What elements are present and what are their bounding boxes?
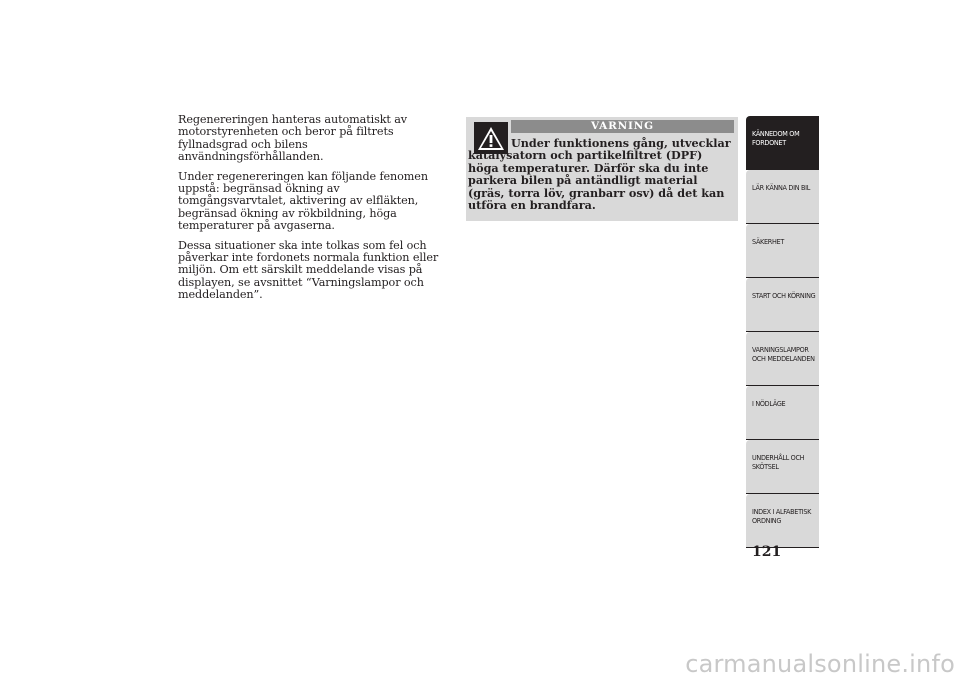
tab-label: SÄKERHET [752,237,784,246]
tab-start-och-korning[interactable] [746,278,819,331]
tab-index[interactable] [746,494,819,547]
tab-label: VARNINGSLAMPOR OCH MEDDELANDEN [752,345,815,363]
warning-box [466,117,738,221]
body-text-column [178,114,446,309]
tab-label: UNDERHÅLL OCH SKÖTSEL [752,453,805,471]
tab-underhall-och-skotsel[interactable] [746,440,819,493]
warning-text [468,137,734,211]
tab-label: INDEX I ALFABETISK ORDNING [752,507,812,525]
tab-varningslampor[interactable] [746,332,819,385]
tab-label: START OCH KÖRNING [752,291,816,300]
warning-text-body: Under funktionens gång, utvecklar katalysatorn och partikelfiltret (DPF) höga temperaturer. Därför ska du inte parkera bilen på antändligt material (gräs, torra löv, granbarr osv) då det kan utföra en brandfara. [468,136,731,213]
chapter-tabs [746,116,819,548]
tab-label: LÄR KÄNNA DIN BIL [752,183,811,192]
tab-label: KÄNNEDOM OM FORDONET [752,129,800,147]
warning-title: VARNING [591,120,654,132]
paragraph-interpretation: Dessa situationer ska inte tolkas som fel och påverkar inte fordonets normala funktion eller miljön. Om ett särskilt meddelande visas på displayen, se avsnittet “Varningslampor och meddelanden”. [178,238,439,302]
tab-kannedom-om-fordonet[interactable] [746,116,819,169]
tab-label: I NÖDLÄGE [752,399,786,408]
paragraph-phenomena: Under regenereringen kan följande fenomen uppstå: begränsad ökning av tomgångsvarvtalet, aktivering av elfläkten, begränsad ökning av rökbildning, höga temperaturer på avgaserna. [178,169,428,233]
tab-lar-kanna-din-bil[interactable] [746,170,819,223]
tab-sakerhet[interactable] [746,224,819,277]
page-number: 121 [752,544,782,560]
paragraph-regeneration: Regenereringen hanteras automatiskt av motorstyrenheten och beror på filtrets fyllnadsgrad och bilens användningsförhållanden. [178,113,408,164]
tab-i-nodlage[interactable] [746,386,819,439]
watermark: carmanualsonline.info [685,650,955,678]
